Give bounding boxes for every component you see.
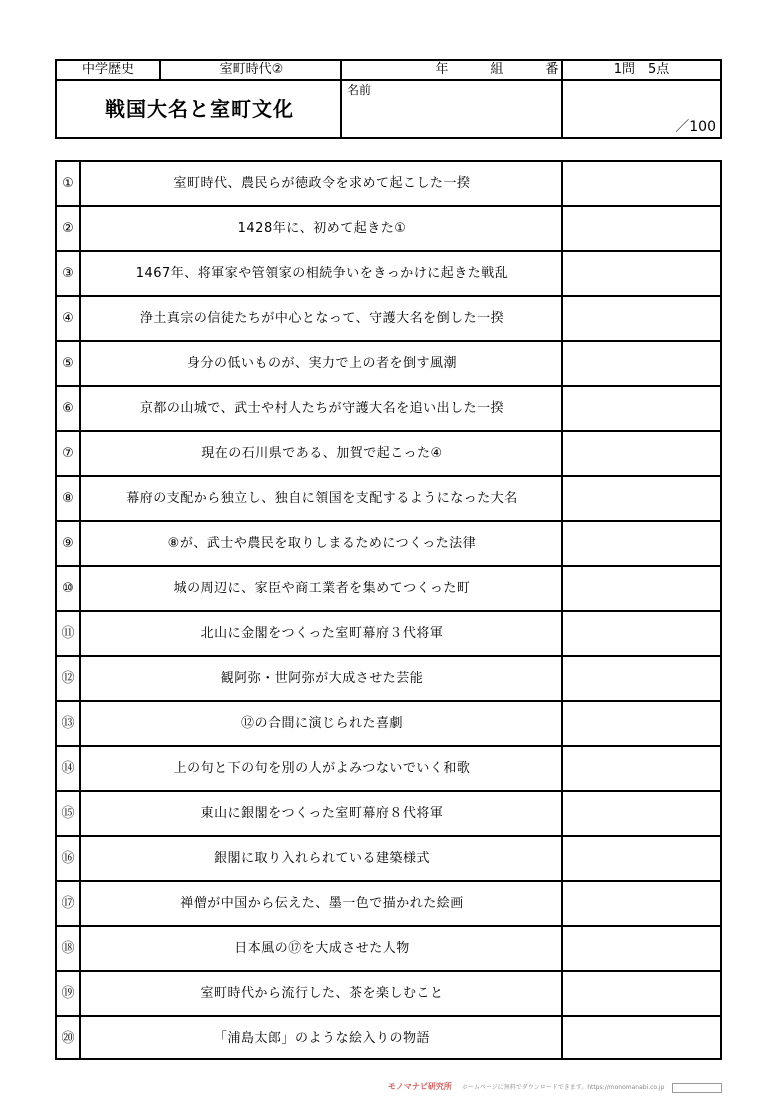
question-number: ⑫ [61, 671, 75, 686]
answer-box[interactable] [563, 522, 720, 565]
question-number: ⑤ [62, 356, 74, 371]
question-row [57, 972, 720, 1017]
question-number: ⑱ [61, 941, 75, 956]
question-number: ① [62, 176, 74, 191]
question-row [57, 432, 720, 477]
question-number: ⑦ [62, 446, 74, 461]
answer-box[interactable] [563, 702, 720, 745]
question-row [57, 612, 720, 657]
question-row [57, 342, 720, 387]
question-number: ⑨ [62, 536, 74, 551]
question-row [57, 252, 720, 297]
year-label: 年 [435, 62, 449, 77]
question-row [57, 162, 720, 207]
question-number: ④ [62, 311, 74, 326]
answer-box[interactable] [563, 792, 720, 835]
answer-box[interactable] [563, 342, 720, 385]
question-text: 観阿弥・世阿弥が大成させた芸能 [220, 671, 424, 686]
answer-box[interactable] [563, 207, 720, 250]
answer-box[interactable] [563, 927, 720, 970]
question-number: ⑬ [61, 716, 75, 731]
unit-label: 室町時代② [219, 62, 284, 77]
number-label: 番 [545, 62, 559, 77]
question-row [57, 207, 720, 252]
question-text: 室町時代、農民らが徳政令を求めて起こした一揆 [173, 176, 471, 191]
question-text: ⑫の合間に演じられた喜劇 [240, 716, 403, 731]
question-number: ⑧ [62, 491, 74, 506]
question-text: 浄土真宗の信徒たちが中心となって、守護大名を倒した一揆 [139, 311, 505, 326]
question-row [57, 792, 720, 837]
answer-box[interactable] [563, 477, 720, 520]
question-row [57, 747, 720, 792]
question-number: ⑳ [61, 1031, 75, 1046]
answer-box[interactable] [563, 882, 720, 925]
question-text: 北山に金閣をつくった室町幕府３代将軍 [200, 626, 444, 641]
question-text: 銀閣に取り入れられている建築様式 [213, 851, 430, 866]
question-text: 1428年に、初めて起きた① [237, 221, 407, 236]
question-number: ⑰ [61, 896, 75, 911]
question-row [57, 387, 720, 432]
question-row [57, 297, 720, 342]
question-number: ⑩ [62, 581, 74, 596]
question-table [55, 160, 722, 1060]
footer-note: ホームページに無料でダウンロードできます。https://monomanabi.co.jp [461, 1084, 665, 1091]
question-number: ⑭ [61, 761, 75, 776]
question-number: ③ [62, 266, 74, 281]
question-text: 禅僧が中国から伝えた、墨一色で描かれた絵画 [180, 896, 464, 911]
question-number: ⑲ [61, 986, 75, 1001]
question-row [57, 522, 720, 567]
question-row [57, 882, 720, 927]
question-text: 幕府の支配から独立し、独自に領国を支配するようになった大名 [126, 491, 518, 506]
question-text: 京都の山城で、武士や村人たちが守護大名を追い出した一揆 [139, 401, 505, 416]
question-number: ⑥ [62, 401, 74, 416]
worksheet-title: 戦国大名と室町文化 [105, 97, 294, 121]
answer-box[interactable] [563, 252, 720, 295]
score-total: ／100 [675, 119, 716, 135]
question-row [57, 702, 720, 747]
name-label: 名前 [347, 83, 372, 97]
question-row [57, 927, 720, 972]
footer [388, 1079, 768, 1095]
worksheet-header [55, 59, 722, 139]
question-text: 室町時代から流行した、茶を楽しむこと [200, 986, 444, 1001]
answer-box[interactable] [563, 837, 720, 880]
answer-box[interactable] [563, 432, 720, 475]
subject-label: 中学歴史 [81, 62, 134, 77]
question-text: 日本風の⑰を大成させた人物 [234, 941, 410, 956]
answer-box[interactable] [563, 297, 720, 340]
question-text: 城の周辺に、家臣や商工業者を集めてつくった町 [173, 581, 471, 596]
footer-box [672, 1083, 722, 1093]
question-text: 現在の石川県である、加賀で起こった④ [201, 446, 443, 461]
name-field[interactable] [343, 101, 559, 137]
question-text: 1467年、将軍家や管領家の相続争いをきっかけに起きた戦乱 [135, 266, 509, 281]
answer-box[interactable] [563, 162, 720, 205]
brand-logo: モノマナビ研究所 [388, 1082, 452, 1091]
question-number: ⑯ [61, 851, 75, 866]
question-number: ⑮ [61, 806, 75, 821]
question-row [57, 837, 720, 882]
question-row [57, 657, 720, 702]
question-text: 身分の低いものが、実力で上の者を倒す風潮 [186, 356, 457, 371]
question-row [57, 1017, 720, 1062]
question-row [57, 567, 720, 612]
score-field[interactable] [563, 81, 720, 121]
question-text: ⑧が、武士や農民を取りしまるためにつくった法律 [167, 536, 477, 551]
class-label: 組 [490, 62, 504, 77]
answer-box[interactable] [563, 567, 720, 610]
points-per-question: 1問 5点 [613, 62, 670, 77]
answer-box[interactable] [563, 657, 720, 700]
answer-box[interactable] [563, 747, 720, 790]
answer-box[interactable] [563, 612, 720, 655]
question-number: ⑪ [61, 626, 75, 641]
question-text: 「浦島太郎」のような絵入りの物語 [213, 1031, 430, 1046]
question-text: 上の句と下の句を別の人がよみつないでいく和歌 [173, 761, 471, 776]
question-row [57, 477, 720, 522]
question-number: ② [62, 221, 74, 236]
answer-box[interactable] [563, 972, 720, 1015]
answer-box[interactable] [563, 1017, 720, 1062]
divider [159, 61, 161, 81]
question-text: 東山に銀閣をつくった室町幕府８代将軍 [200, 806, 444, 821]
answer-box[interactable] [563, 387, 720, 430]
